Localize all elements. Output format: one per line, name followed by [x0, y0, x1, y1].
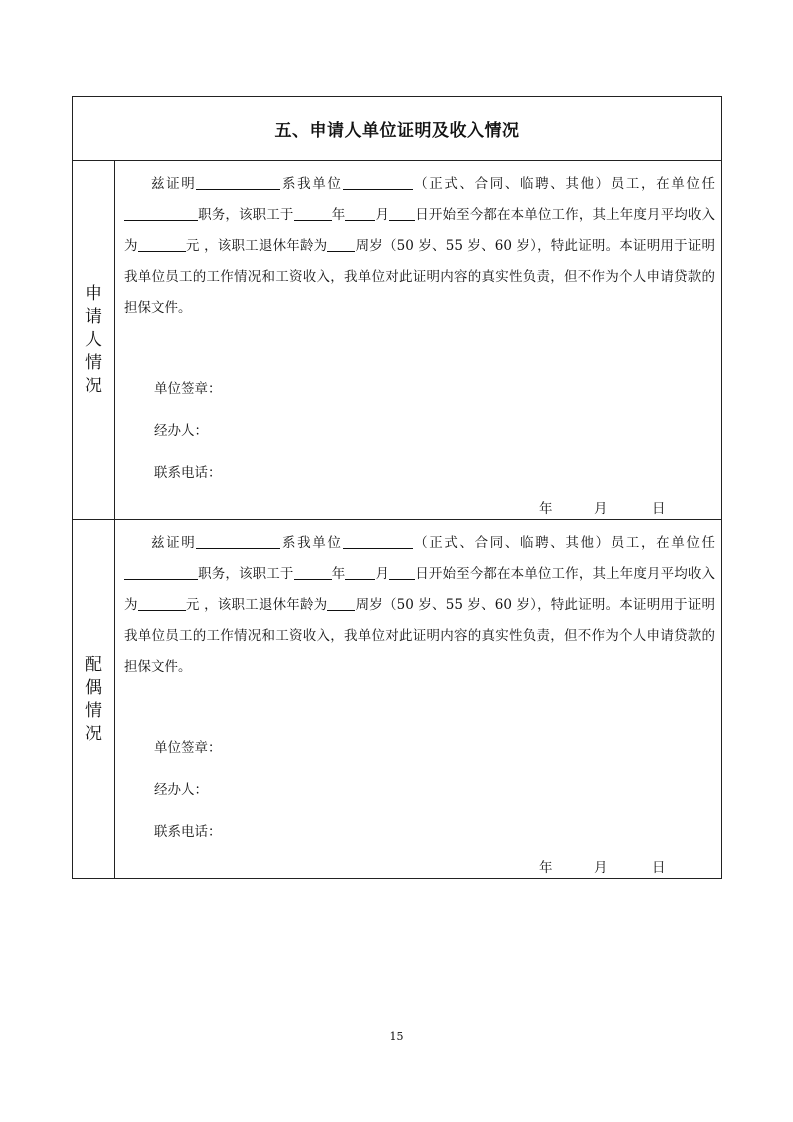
applicant-handler-label: 经办人：	[154, 423, 208, 439]
applicant-phone-label: 联系电话：	[154, 465, 222, 481]
spouse-section	[73, 520, 721, 879]
spouse-date-day: 日	[652, 860, 666, 876]
start-year-blank[interactable]	[294, 205, 332, 221]
spouse-date-year: 年	[539, 860, 553, 876]
spouse-content-cell	[116, 520, 721, 879]
spouse-handler-label: 经办人：	[154, 782, 208, 798]
start-month-blank[interactable]	[345, 564, 375, 580]
applicant-label: 申请人情况	[85, 283, 102, 396]
spouse-label: 配偶情况	[85, 654, 102, 744]
start-month-blank[interactable]	[345, 205, 375, 221]
position-blank[interactable]	[124, 205, 198, 221]
spouse-phone-label: 联系电话：	[154, 824, 222, 840]
start-year-blank[interactable]	[294, 564, 332, 580]
spouse-date-month: 月	[594, 860, 608, 876]
spouse-certification-text: 兹证明 系我单位 （正式、合同、临聘、其他）员工，在单位任职务，该职工于 年 月 日开始至今都在本单位工作，其上年度月平均收入为 元 ，该职工退休年龄为 周岁（50 岁、55 岁、60 岁），特此证明。本证明用于证明我单位员工的工作情况和工资收入，我单位对此证明内容的真实性负责，但不作为个人申请贷款的担保文件。	[124, 535, 716, 675]
applicant-content-cell	[116, 161, 721, 519]
employee-type-blank[interactable]	[343, 533, 413, 549]
employee-name-blank[interactable]	[196, 533, 280, 549]
applicant-label-cell	[73, 161, 115, 519]
employee-type-blank[interactable]	[343, 174, 413, 190]
spouse-label-cell	[73, 520, 115, 879]
page-number: 15	[389, 1030, 404, 1043]
employee-name-blank[interactable]	[196, 174, 280, 190]
form-title: 五、申请人单位证明及收入情况	[274, 121, 520, 141]
retirement-age-blank[interactable]	[327, 236, 355, 252]
form-title-row	[73, 97, 721, 161]
certification-form	[72, 96, 722, 879]
retirement-age-blank[interactable]	[327, 595, 355, 611]
applicant-date-day: 日	[652, 501, 666, 517]
position-blank[interactable]	[124, 564, 198, 580]
spouse-seal-label: 单位签章：	[154, 740, 222, 756]
applicant-certification-text: 兹证明 系我单位 （正式、合同、临聘、其他）员工，在单位任职务，该职工于 年 月 日开始至今都在本单位工作，其上年度月平均收入为 元 ，该职工退休年龄为 周岁（50 岁、55 岁、60 岁），特此证明。本证明用于证明我单位员工的工作情况和工资收入，我单位对此证明内容的真实性负责，但不作为个人申请贷款的担保文件。	[124, 176, 716, 316]
applicant-date-month: 月	[594, 501, 608, 517]
start-day-blank[interactable]	[389, 564, 415, 580]
applicant-date-year: 年	[539, 501, 553, 517]
applicant-section	[73, 161, 721, 520]
start-day-blank[interactable]	[389, 205, 415, 221]
applicant-seal-label: 单位签章：	[154, 381, 222, 397]
monthly-income-blank[interactable]	[138, 236, 186, 252]
monthly-income-blank[interactable]	[138, 595, 186, 611]
